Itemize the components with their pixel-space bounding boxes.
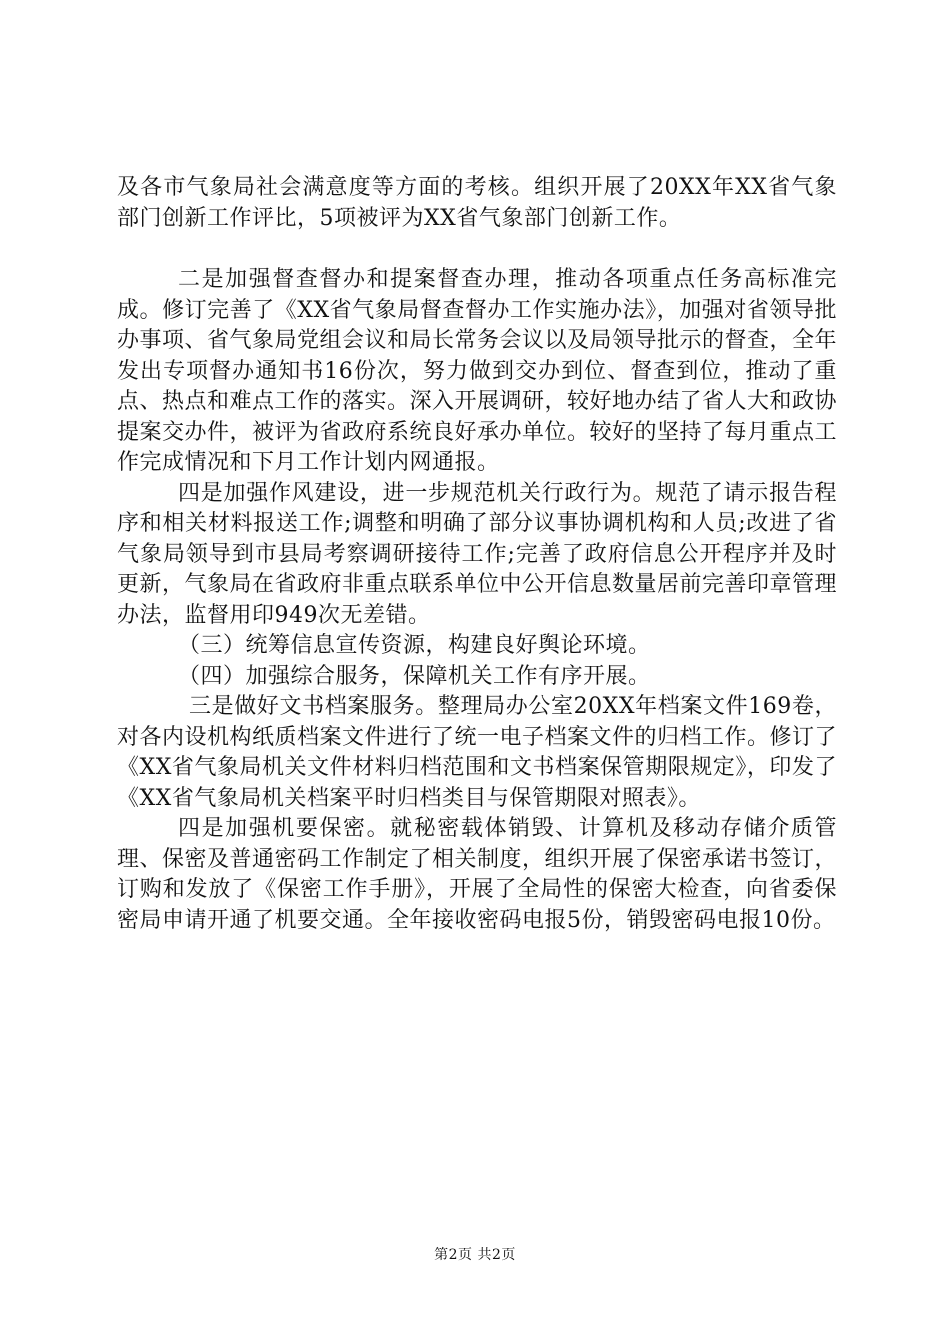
paragraph-innovation-evaluation: 及各市气象局社会满意度等方面的考核。组织开展了20XX年XX省气象部门创新工作评比，5项被评为XX省气象部门创新工作。	[117, 175, 837, 231]
page-indicator: 第2页 共2页	[434, 1247, 516, 1263]
heading-section-three: （三）统筹信息宣传资源，构建良好舆论环境。	[178, 633, 651, 658]
document-body	[117, 173, 837, 936]
heading-section-four: （四）加强综合服务，保障机关工作有序开展。	[178, 663, 651, 689]
paragraph-confidentiality: 四是加强机要保密。就秘密载体销毁、计算机及移动存储介质管理、保密及普通密码工作制定了相关制度，组织开展了保密承诺书签订，订购和发放了《保密工作手册》，开展了全局性的保密大检查，向省委保密局申请开通了机要交通。全年接收密码电报5份，销毁密码电报10份。	[117, 816, 838, 933]
page-footer	[0, 1244, 950, 1264]
paragraph-archives: 三是做好文书档案服务。整理局办公室20XX年档案文件169卷，对各内设机构纸质档案文件进行了统一电子档案文件的归档工作。修订了《XX省气象局机关文件材料归档范围和文书档案保管期限规定》，印发了《XX省气象局机关档案平时归档类目与保管期限对照表》。	[117, 694, 838, 811]
paragraph-supervision: 二是加强督查督办和提案督查办理，推动各项重点任务高标准完成。修订完善了《XX省气象局督查督办工作实施办法》，加强对省领导批办事项、省气象局党组会议和局长常务会议以及局领导批示的督查，全年发出专项督办通知书16份次，努力做到交办到位、督查到位，推动了重点、热点和难点工作的落实。深入开展调研，较好地办结了省人大和政协提案交办件，被评为省政府系统良好承办单位。较好的坚持了每月重点工作完成情况和下月工作计划内网通报。	[117, 267, 838, 475]
paragraph-work-style: 四是加强作风建设，进一步规范机关行政行为。规范了请示报告程序和相关材料报送工作;调整和明确了部分议事协调机构和人员;改进了省气象局领导到市县局考察调研接待工作;完善了政府信息公开程序并及时更新，气象局在省政府非重点联系单位中公开信息数量居前完善印章管理办法，监督用印949次无差错。	[117, 480, 838, 628]
